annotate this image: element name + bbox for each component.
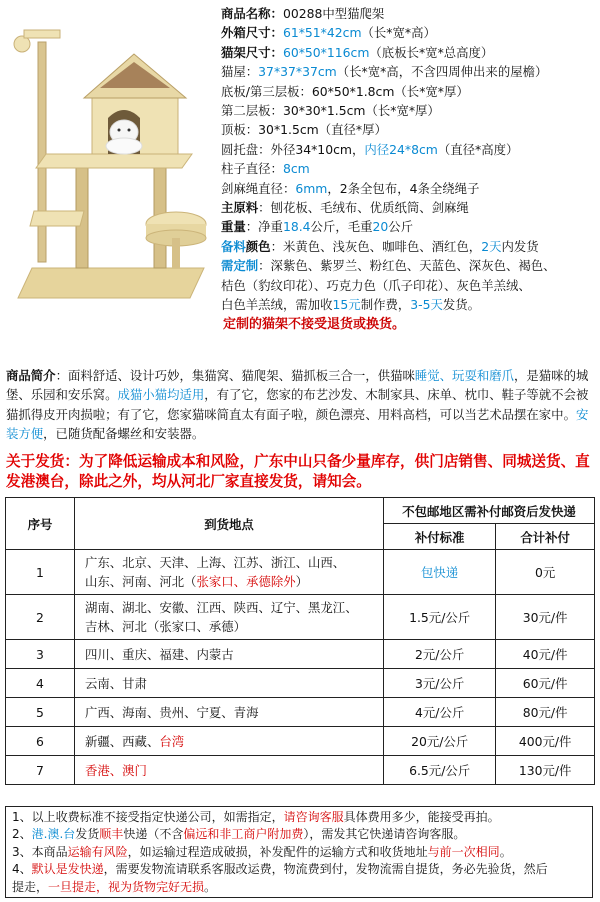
note-red: 一旦提走，视为货物完好无损 — [48, 879, 205, 894]
table-row — [6, 550, 595, 595]
row-std: 包快递 — [384, 550, 496, 595]
stock-colors-value: ：米黄色、浅灰色、咖啡色、酒红色， — [270, 238, 482, 254]
footer-note-3 — [12, 844, 586, 861]
area-close: ） — [295, 574, 309, 589]
house-size-note: （长*宽*高，不含四周伸出来的屋檐） — [336, 64, 548, 80]
note-text: 2、 — [12, 827, 32, 842]
box-size-note: （长*宽*高） — [361, 25, 436, 41]
intro-highlight-2: 成猫小猫均适用 — [117, 387, 205, 403]
row-no: 3 — [6, 640, 75, 669]
stock-label: 备料 — [221, 238, 246, 254]
weight-net-value: 18.4 — [282, 219, 311, 235]
product-top-section — [0, 0, 600, 364]
custom-days: 3-5天 — [410, 297, 443, 313]
product-name-value: 00288中型猫爬架 — [282, 6, 385, 21]
footer-notes — [5, 806, 593, 898]
table-row — [6, 698, 595, 727]
row-std: 4元/公斤 — [384, 698, 496, 727]
row-total: 400元/件 — [496, 727, 595, 756]
rope-note: ，2条全包布，4条全绕绳子 — [327, 180, 480, 196]
box-size-value: 61*51*42cm — [282, 25, 362, 41]
note-text: 3、本商品 — [12, 844, 68, 859]
row-std: 1.5元/公斤 — [384, 595, 496, 640]
weight-net-label: ：净重 — [245, 219, 283, 235]
note-text: ，需要发物流请联系客服改运费，物流费到付，发物流需自提货，务必先验货，然后 — [103, 862, 548, 877]
column-label: 柱子直径： — [221, 161, 283, 177]
frame-size-note: （底板长*宽*总高度） — [369, 44, 494, 60]
spec-custom-line3 — [221, 295, 599, 314]
spec-column — [221, 159, 599, 178]
rope-label: 剑麻绳直径： — [221, 180, 296, 196]
shipping-notice: 关于发货：为了降低运输成本和风险，广东中山只备少量库存，供门店销售、同城送货、直发港澳台，除此之外，均从河北厂家直接发货，请知会。 — [6, 453, 590, 490]
row-std: 3元/公斤 — [384, 669, 496, 698]
cat-tree-photo — [4, 6, 216, 306]
note-text: 提走， — [12, 879, 49, 894]
spec-product-name — [221, 4, 599, 23]
spec-material — [221, 198, 599, 217]
custom-colors-1: ：深紫色、紫罗兰、粉红色、天蓝色、深灰色、褐色、 — [258, 258, 556, 274]
row-total: 30元/件 — [496, 595, 595, 640]
row-no: 5 — [6, 698, 75, 727]
note-red: 默认是发快递 — [31, 862, 104, 877]
intro-text-3: ，有了它，您家的布艺沙发、木制家具、床单、枕巾、鞋子等就不会被猫抓得皮开肉损啦；有了它，您家猫咪简直太有面子啦，颜色漂亮、用料高档，可以当艺术品摆在家中。 — [6, 387, 589, 422]
frame-size-value: 60*50*116cm — [282, 44, 370, 60]
color-label: 颜色 — [245, 238, 271, 254]
row-total: 80元/件 — [496, 698, 595, 727]
spec-box-size — [221, 23, 599, 42]
product-name-label: 商品名称： — [221, 6, 283, 21]
row-total: 60元/件 — [496, 669, 595, 698]
round-tray-note: （直径*高度） — [437, 141, 519, 157]
area-red: 台湾 — [159, 733, 185, 749]
row-area — [75, 550, 384, 595]
intro-highlight-1: 睡觉、玩耍和磨爪 — [414, 368, 515, 383]
note-text: 发货 — [75, 827, 100, 842]
product-intro — [6, 366, 596, 444]
spec-round-tray — [221, 140, 599, 159]
round-tray-outer: 圆托盘：外径34*10cm， — [221, 141, 365, 157]
custom-ship-note: 发货。 — [442, 297, 481, 313]
shipping-fee-table — [5, 497, 595, 785]
note-text: 快递（不含 — [123, 827, 184, 842]
weight-gross-value: 20 — [372, 219, 389, 235]
footer-note-2 — [12, 826, 586, 843]
weight-label: 重量 — [221, 219, 246, 235]
spec-top-board: 顶板：30*1.5cm（直径*厚） — [221, 122, 387, 138]
spec-second-board: 第二层板：30*30*1.5cm（长*宽*厚） — [221, 103, 440, 119]
row-no: 6 — [6, 727, 75, 756]
row-no: 7 — [6, 756, 75, 785]
spec-house-size — [221, 62, 599, 81]
note-red: 与前一次相同 — [427, 844, 500, 859]
footer-note-1 — [12, 809, 586, 826]
col-header-total: 合计补付 — [496, 524, 595, 550]
table-row — [6, 756, 595, 785]
note-red: 请咨询客服 — [283, 810, 344, 824]
no-return-warning: 定制的猫架不接受退货或换货。 — [223, 316, 406, 332]
area-exception: 张家口、承德除外 — [196, 574, 296, 589]
material-value: ：刨花板、毛绒布、优质纸筒、剑麻绳 — [258, 200, 469, 216]
area-line-2: 山东、河南、河北（ — [85, 574, 197, 589]
row-std: 20元/公斤 — [384, 727, 496, 756]
custom-fee: 15元 — [332, 297, 361, 313]
table-row — [6, 669, 595, 698]
custom-label: 需定制 — [221, 258, 259, 274]
table-header-row-1 — [6, 498, 595, 524]
footer-note-4 — [12, 861, 586, 878]
spec-rope — [221, 179, 599, 198]
round-tray-inner: 内径24*8cm — [364, 141, 438, 157]
column-value: 8cm — [282, 161, 310, 177]
rope-value: 6mm — [295, 180, 328, 196]
table-row — [6, 595, 595, 640]
row-total: 130元/件 — [496, 756, 595, 785]
note-text: ），需发其它快递请咨询客服。 — [303, 827, 466, 842]
row-area: 广西、海南、贵州、宁夏、青海 — [75, 698, 384, 727]
area-line-1: 湖南、湖北、安徽、江西、陕西、辽宁、黑龙江、 — [85, 600, 358, 615]
custom-colors-3: 白色羊羔绒，需加收 — [221, 297, 333, 313]
row-area — [75, 595, 384, 640]
table-row — [6, 640, 595, 669]
row-no: 1 — [6, 550, 75, 595]
weight-gross-label: 公斤，毛重 — [310, 219, 373, 235]
row-total: 40元/件 — [496, 640, 595, 669]
area-line-1: 广东、北京、天津、上海、江苏、浙江、山西、 — [85, 555, 346, 570]
row-std: 6.5元/公斤 — [384, 756, 496, 785]
col-header-area: 到货地点 — [75, 498, 384, 550]
spec-custom-line1 — [221, 256, 599, 275]
row-area — [75, 727, 384, 756]
note-blue: 港.澳.台 — [31, 827, 76, 842]
note-red: 顺丰 — [99, 827, 124, 842]
note-red: 偏远和非工商户附加费 — [183, 827, 304, 842]
col-header-std: 补付标准 — [384, 524, 496, 550]
frame-size-label: 猫架尺寸： — [221, 44, 283, 60]
stock-ship-note: 内发货 — [501, 238, 539, 254]
note-text: 。 — [204, 879, 217, 894]
col-header-no: 序号 — [6, 498, 75, 550]
spec-frame-size — [221, 43, 599, 62]
note-text: 4、 — [12, 862, 32, 877]
spec-custom-line2: 桔色（豹纹印花）、巧克力色（爪子印花）、灰色羊羔绒、 — [221, 277, 531, 293]
house-size-value: 37*37*37cm — [258, 64, 337, 80]
row-std: 2元/公斤 — [384, 640, 496, 669]
material-label: 主原料 — [221, 200, 259, 216]
custom-fee-note: 制作费， — [360, 297, 411, 313]
row-total: 0元 — [496, 550, 595, 595]
area-line-1: 新疆、西藏、 — [85, 733, 160, 749]
house-size-label: 猫屋： — [221, 64, 259, 80]
table-row — [6, 727, 595, 756]
box-size-label: 外箱尺寸： — [221, 25, 283, 41]
stock-days: 2天 — [481, 238, 502, 254]
spec-base-board: 底板/第三层板：60*50*1.8cm（长*宽*厚） — [221, 83, 469, 99]
spec-panel — [221, 4, 599, 334]
intro-text-1: ：面料舒适、设计巧妙，集猫窝、猫爬架、猫抓板三合一，供猫咪 — [55, 368, 415, 383]
intro-text-2: ，是猫咪的城堡、乐园和安乐窝。 — [6, 368, 589, 403]
note-text: 具体费用多少，能接受再拍。 — [343, 810, 500, 824]
col-header-group: 不包邮地区需补付邮资后发快递 — [384, 498, 595, 524]
row-area: 四川、重庆、福建、内蒙古 — [75, 640, 384, 669]
note-text: ，如运输过程造成破损，补发配件的运输方式和收货地址 — [127, 844, 428, 859]
intro-label: 商品简介 — [6, 368, 56, 383]
note-text: 。 — [499, 844, 512, 859]
row-no: 2 — [6, 595, 75, 640]
intro-text-4: ，已随货配备螺丝和安装器。 — [43, 426, 205, 442]
footer-note-5 — [12, 879, 586, 896]
area-line-2: 吉林、河北（张家口、承德） — [85, 619, 247, 634]
intro-highlight-3: 安装方便 — [6, 406, 589, 442]
spec-stock-colors — [221, 237, 599, 256]
row-no: 4 — [6, 669, 75, 698]
spec-weight — [221, 217, 599, 236]
note-red: 运输有风险 — [67, 844, 128, 859]
row-area: 云南、甘肃 — [75, 669, 384, 698]
weight-unit: 公斤 — [388, 219, 414, 235]
row-area: 香港、澳门 — [75, 756, 384, 785]
note-text: 1、以上收费标准不接受指定快递公司，如需指定， — [12, 810, 284, 824]
